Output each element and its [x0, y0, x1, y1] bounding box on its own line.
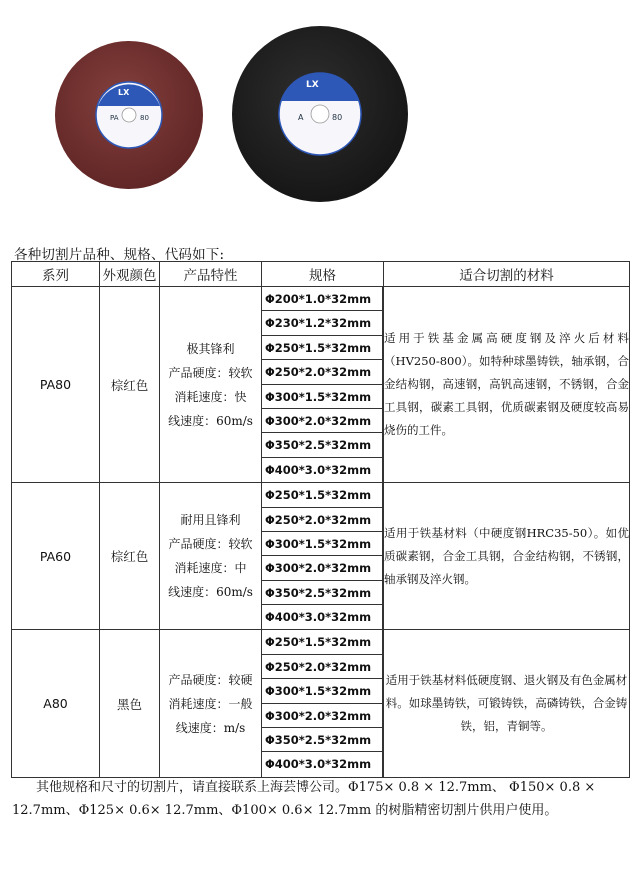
materials-cell: 适用于铁基金属高硬度钢及淬火后材料（HV250-800）。如特种球墨铸铁，轴承钢，合金结构钢，高速钢，高钒高速钢，不锈钢，合金工具钢，碳素工具钢，优质碳素钢及硬度较高易烧伤的工件。: [384, 287, 630, 483]
red-cutting-disc-image: [54, 40, 204, 190]
property-line: 消耗速度：中: [174, 561, 247, 576]
properties-cell: [160, 630, 262, 777]
size-item: Φ250*1.5*32mm: [262, 336, 383, 360]
size-item: Φ300*2.0*32mm: [262, 556, 383, 580]
property-line: 耐用且锋利: [180, 513, 241, 528]
size-item: Φ300*1.5*32mm: [262, 679, 383, 703]
size-item: Φ300*1.5*32mm: [262, 385, 383, 409]
disc-logo: LX: [306, 80, 319, 90]
properties-cell: [160, 287, 262, 483]
disc-type-label: A: [298, 113, 304, 122]
header-materials: 适合切割的材料: [384, 262, 630, 287]
size-item: Φ350*2.5*32mm: [262, 581, 383, 605]
header-properties: 产品特性: [160, 262, 262, 287]
footer-note: 其他规格和尺寸的切割片，请直接联系上海芸博公司。Φ175× 0.8 × 12.7mm、 Φ150× 0.8 × 12.7mm、Φ125× 0.6× 12.7mm、Φ100× 0.6× 12.7mm 的树脂精密切割片供用户使用。: [12, 780, 596, 818]
series-cell: PA80: [12, 287, 100, 483]
size-item: Φ250*2.0*32mm: [262, 508, 383, 532]
disc-grade-label: 80: [140, 114, 149, 122]
size-item: Φ200*1.0*32mm: [262, 287, 383, 311]
size-item: Φ250*2.0*32mm: [262, 360, 383, 384]
materials-cell: 适用于铁基材料低硬度钢、退火钢及有色金属材料。如球墨铸铁，可锻铸铁，高磷铸铁，合金铸铁，铝，青铜等。: [384, 630, 630, 777]
header-color: 外观颜色: [100, 262, 160, 287]
header-sizes: 规格: [262, 262, 384, 287]
intro-text: 各种切割片品种、规格、代码如下:: [14, 247, 225, 263]
product-photos: [0, 0, 640, 210]
header-series: 系列: [12, 262, 100, 287]
disc-grade-label: 80: [332, 113, 343, 122]
black-cutting-disc-image: [230, 24, 410, 204]
series-cell: PA60: [12, 483, 100, 630]
property-line: 消耗速度：快: [174, 389, 247, 404]
table-row: [12, 630, 630, 777]
sizes-cell: [262, 630, 384, 777]
size-item: Φ230*1.2*32mm: [262, 311, 383, 335]
size-item: Φ250*1.5*32mm: [262, 630, 383, 654]
property-line: 极其锋利: [186, 341, 235, 356]
size-item: Φ300*1.5*32mm: [262, 532, 383, 556]
property-line: 消耗速度：一般: [168, 696, 253, 711]
property-line: 线速度：60m/s: [168, 413, 253, 428]
color-cell: 黑色: [100, 630, 160, 777]
size-item: Φ350*2.5*32mm: [262, 728, 383, 752]
series-cell: A80: [12, 630, 100, 777]
property-line: 产品硬度：较硬: [168, 672, 253, 687]
disc-logo: LX: [118, 88, 130, 97]
size-item: Φ300*2.0*32mm: [262, 704, 383, 728]
size-item: Φ350*2.5*32mm: [262, 433, 383, 457]
size-item: Φ250*2.0*32mm: [262, 655, 383, 679]
size-item: Φ400*3.0*32mm: [262, 752, 383, 776]
materials-cell: 适用于铁基材料（中硬度钢HRC35-50）。如优质碳素钢，合金工具钢，合金结构钢，不锈钢，轴承钢及淬火钢。: [384, 483, 630, 630]
size-item: Φ400*3.0*32mm: [262, 458, 383, 482]
properties-cell: [160, 483, 262, 630]
property-line: 线速度：m/s: [175, 720, 246, 735]
size-item: Φ300*2.0*32mm: [262, 409, 383, 433]
property-line: 线速度：60m/s: [168, 585, 253, 600]
sizes-cell: [262, 483, 384, 630]
disc-type-label: PA: [110, 114, 119, 122]
color-cell: 棕红色: [100, 483, 160, 630]
table-header-row: [12, 262, 630, 287]
size-item: Φ400*3.0*32mm: [262, 605, 383, 629]
property-line: 产品硬度：较软: [168, 537, 253, 552]
spec-table: [11, 261, 630, 778]
sizes-cell: [262, 287, 384, 483]
color-cell: 棕红色: [100, 287, 160, 483]
property-line: 产品硬度：较软: [168, 365, 253, 380]
table-row: [12, 287, 630, 483]
table-row: [12, 483, 630, 630]
size-item: Φ250*1.5*32mm: [262, 483, 383, 507]
